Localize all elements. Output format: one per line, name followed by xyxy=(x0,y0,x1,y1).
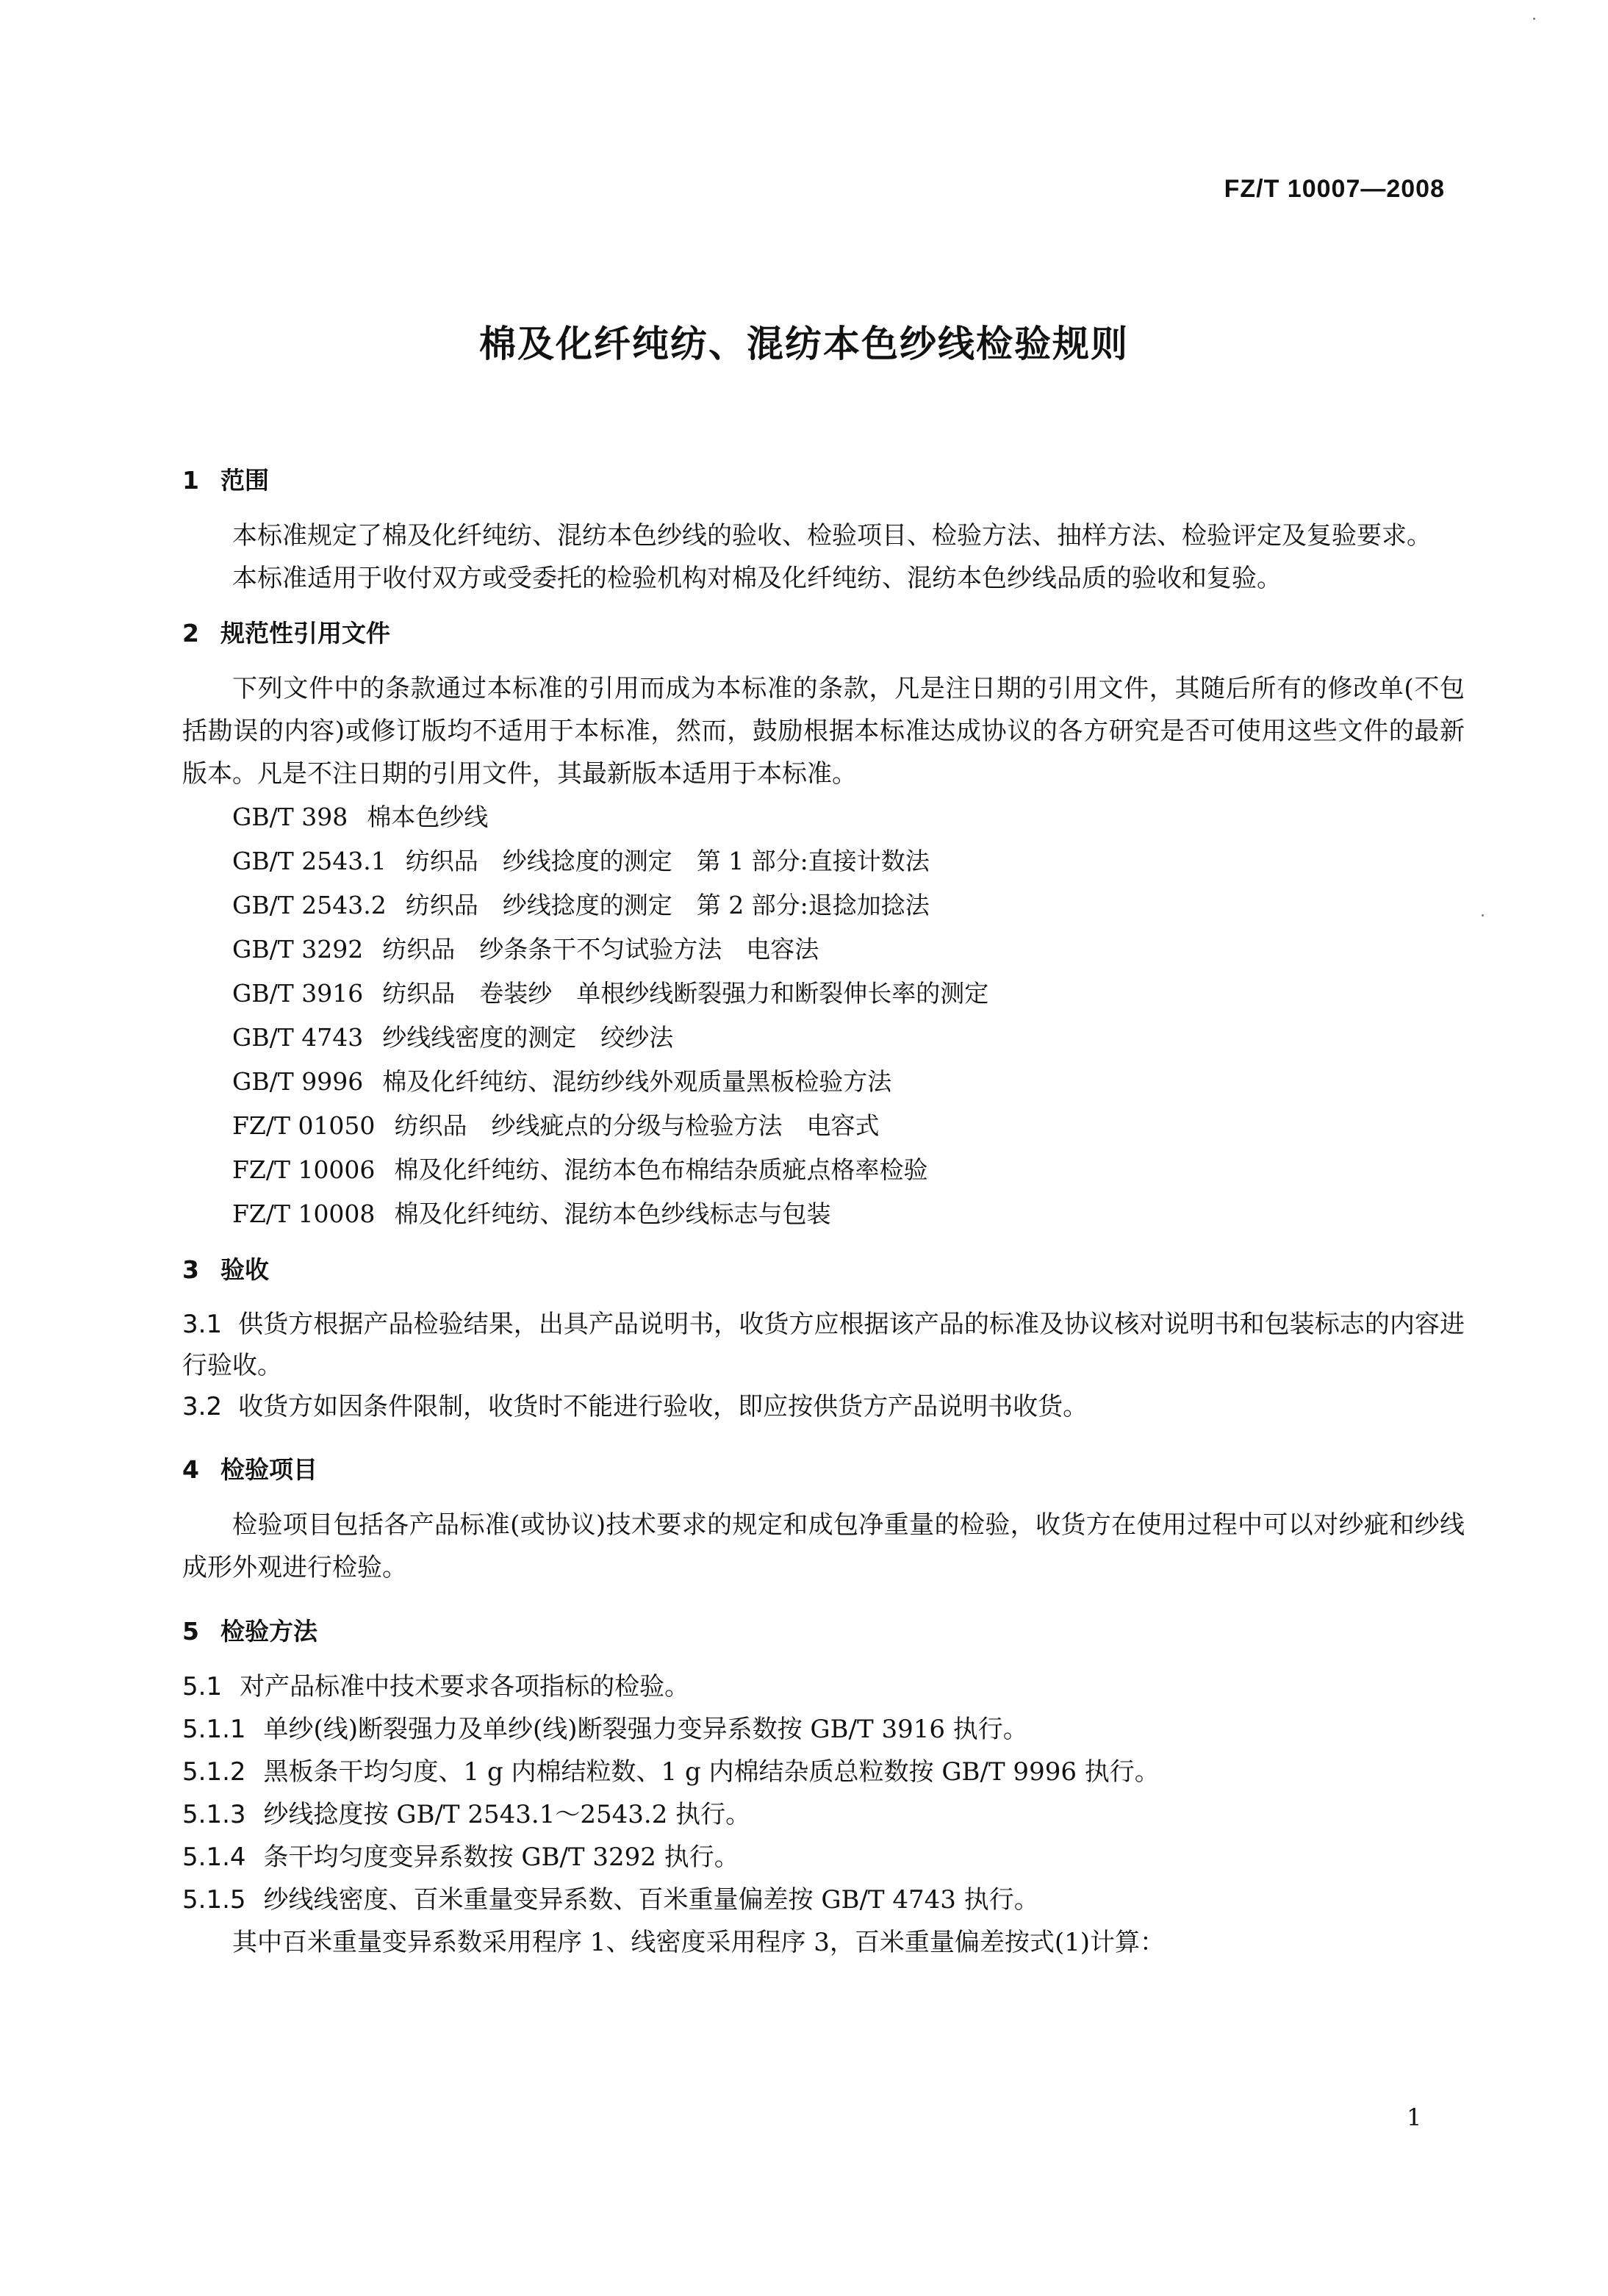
section-number: 2 xyxy=(182,619,199,647)
reference-code: GB/T 3916 xyxy=(232,979,364,1008)
section-5-trailing-paragraph: 其中百米重量变异系数采用程序 1、线密度采用程序 3，百米重量偏差按式(1)计算： xyxy=(232,1928,1166,1957)
reference-code: FZ/T 10006 xyxy=(232,1155,376,1184)
section-2-intro: 下列文件中的条款通过本标准的引用而成为本标准的条款，凡是注日期的引用文件，其随后所有的修改单(不包括勘误的内容)或修订版均不适用于本标准，然而，鼓励根据本标准达成协议的各方研究是否可使用这些文件的最新版本。凡是不注日期的引用文件，其最新版本适用于本标准。 xyxy=(182,674,1465,789)
reference-item xyxy=(182,1104,1465,1148)
clause-number: 5.1 xyxy=(182,1672,223,1701)
section-number: 4 xyxy=(182,1455,199,1484)
document-title: 棉及化纤纯纺、混纺本色纱线检验规则 xyxy=(479,323,1129,365)
reference-title: 棉及化纤纯纺、混纺纱线外观质量黑板检验方法 xyxy=(382,1067,892,1096)
reference-code: GB/T 3292 xyxy=(232,935,364,964)
section-5-heading xyxy=(182,1614,1465,1649)
clause-number: 5.1.2 xyxy=(182,1757,246,1787)
reference-title: 纺织品 纱条条干不匀试验方法 电容法 xyxy=(382,935,819,964)
clause-text: 纱线捻度按 GB/T 2543.1～2543.2 执行。 xyxy=(263,1800,751,1829)
section-title: 检验项目 xyxy=(220,1455,317,1484)
clause-number: 3.2 xyxy=(182,1392,223,1421)
reference-item xyxy=(182,928,1465,972)
section-4-heading xyxy=(182,1452,1465,1488)
section-number: 1 xyxy=(182,466,199,495)
reference-item xyxy=(182,972,1465,1016)
reference-item xyxy=(182,1060,1465,1104)
section-2-heading xyxy=(182,616,1465,651)
reference-title: 棉及化纤纯纺、混纺本色布棉结杂质疵点格率检验 xyxy=(394,1155,928,1184)
page-number: 1 xyxy=(1407,2103,1422,2131)
clause-text: 条干均匀度变异系数按 GB/T 3292 执行。 xyxy=(263,1843,739,1872)
reference-title: 棉本色纱线 xyxy=(367,803,489,831)
reference-item xyxy=(182,1192,1465,1236)
clause-5-1-3 xyxy=(182,1793,1465,1836)
clause-number: 5.1.5 xyxy=(182,1885,246,1915)
clause-3-1 xyxy=(182,1304,1465,1386)
clause-number: 3.1 xyxy=(182,1310,223,1339)
section-title: 规范性引用文件 xyxy=(220,619,390,647)
reference-code: GB/T 4743 xyxy=(232,1023,364,1052)
section-title: 验收 xyxy=(220,1255,269,1284)
reference-title: 棉及化纤纯纺、混纺本色纱线标志与包装 xyxy=(394,1199,831,1228)
standard-code: FZ/T 10007—2008 xyxy=(1224,175,1445,203)
clause-5-1 xyxy=(182,1665,1465,1708)
clause-text: 单纱(线)断裂强力及单纱(线)断裂强力变异系数按 GB/T 3916 执行。 xyxy=(263,1715,1028,1744)
scan-speck xyxy=(1533,18,1535,20)
section-1-paragraph-1: 本标准规定了棉及化纤纯纺、混纺本色纱线的验收、检验项目、检验方法、抽样方法、检验评定及复验要求。 xyxy=(232,521,1432,550)
reference-item xyxy=(182,795,1465,839)
scan-speck xyxy=(1482,914,1484,916)
section-title: 检验方法 xyxy=(220,1617,317,1646)
clause-text: 供货方根据产品检验结果，出具产品说明书，收货方应根据该产品的标准及协议核对说明书和包装标志的内容进行验收。 xyxy=(182,1310,1465,1380)
reference-item xyxy=(182,839,1465,883)
section-number: 5 xyxy=(182,1617,199,1646)
clause-5-1-2 xyxy=(182,1751,1465,1793)
reference-code: GB/T 2543.1 xyxy=(232,847,387,875)
reference-code: GB/T 9996 xyxy=(232,1067,364,1096)
reference-title: 纺织品 卷装纱 单根纱线断裂强力和断裂伸长率的测定 xyxy=(382,979,989,1008)
reference-item xyxy=(182,1148,1465,1192)
reference-code: GB/T 398 xyxy=(232,803,348,831)
reference-item xyxy=(182,1016,1465,1060)
reference-code: FZ/T 10008 xyxy=(232,1199,376,1228)
clause-number: 5.1.1 xyxy=(182,1715,246,1744)
clause-text: 对产品标准中技术要求各项指标的检验。 xyxy=(240,1672,690,1701)
normative-reference-list xyxy=(182,795,1465,1236)
clause-text: 收货方如因条件限制，收货时不能进行验收，即应按供货方产品说明书收货。 xyxy=(238,1392,1088,1421)
section-title: 范围 xyxy=(220,466,269,495)
clause-5-1-1 xyxy=(182,1708,1465,1751)
reference-code: GB/T 2543.2 xyxy=(232,891,387,919)
reference-title: 纺织品 纱线疵点的分级与检验方法 电容式 xyxy=(394,1111,880,1140)
section-3-heading xyxy=(182,1252,1465,1288)
clause-number: 5.1.4 xyxy=(182,1843,246,1872)
reference-code: FZ/T 01050 xyxy=(232,1111,376,1140)
clause-3-2 xyxy=(182,1386,1465,1427)
clause-text: 纱线线密度、百米重量变异系数、百米重量偏差按 GB/T 4743 执行。 xyxy=(263,1885,1039,1915)
document-body xyxy=(182,463,1465,1964)
section-number: 3 xyxy=(182,1255,199,1284)
clause-5-1-5 xyxy=(182,1879,1465,1921)
reference-item xyxy=(182,883,1465,928)
clause-5-1-4 xyxy=(182,1836,1465,1879)
section-1-heading xyxy=(182,463,1465,498)
section-1-paragraph-2: 本标准适用于收付双方或受委托的检验机构对棉及化纤纯纺、混纺本色纱线品质的验收和复验。 xyxy=(232,564,1282,593)
reference-title: 纺织品 纱线捻度的测定 第 2 部分:退捻加捻法 xyxy=(405,891,930,919)
reference-title: 纱线线密度的测定 绞纱法 xyxy=(382,1023,674,1052)
section-4-paragraph: 检验项目包括各产品标准(或协议)技术要求的规定和成包净重量的检验，收货方在使用过程中可以对纱疵和纱线成形外观进行检验。 xyxy=(182,1510,1465,1582)
clause-text: 黑板条干均匀度、1 g 内棉结粒数、1 g 内棉结杂质总粒数按 GB/T 9996 执行。 xyxy=(263,1757,1160,1787)
clause-number: 5.1.3 xyxy=(182,1800,246,1829)
reference-title: 纺织品 纱线捻度的测定 第 1 部分:直接计数法 xyxy=(405,847,930,875)
